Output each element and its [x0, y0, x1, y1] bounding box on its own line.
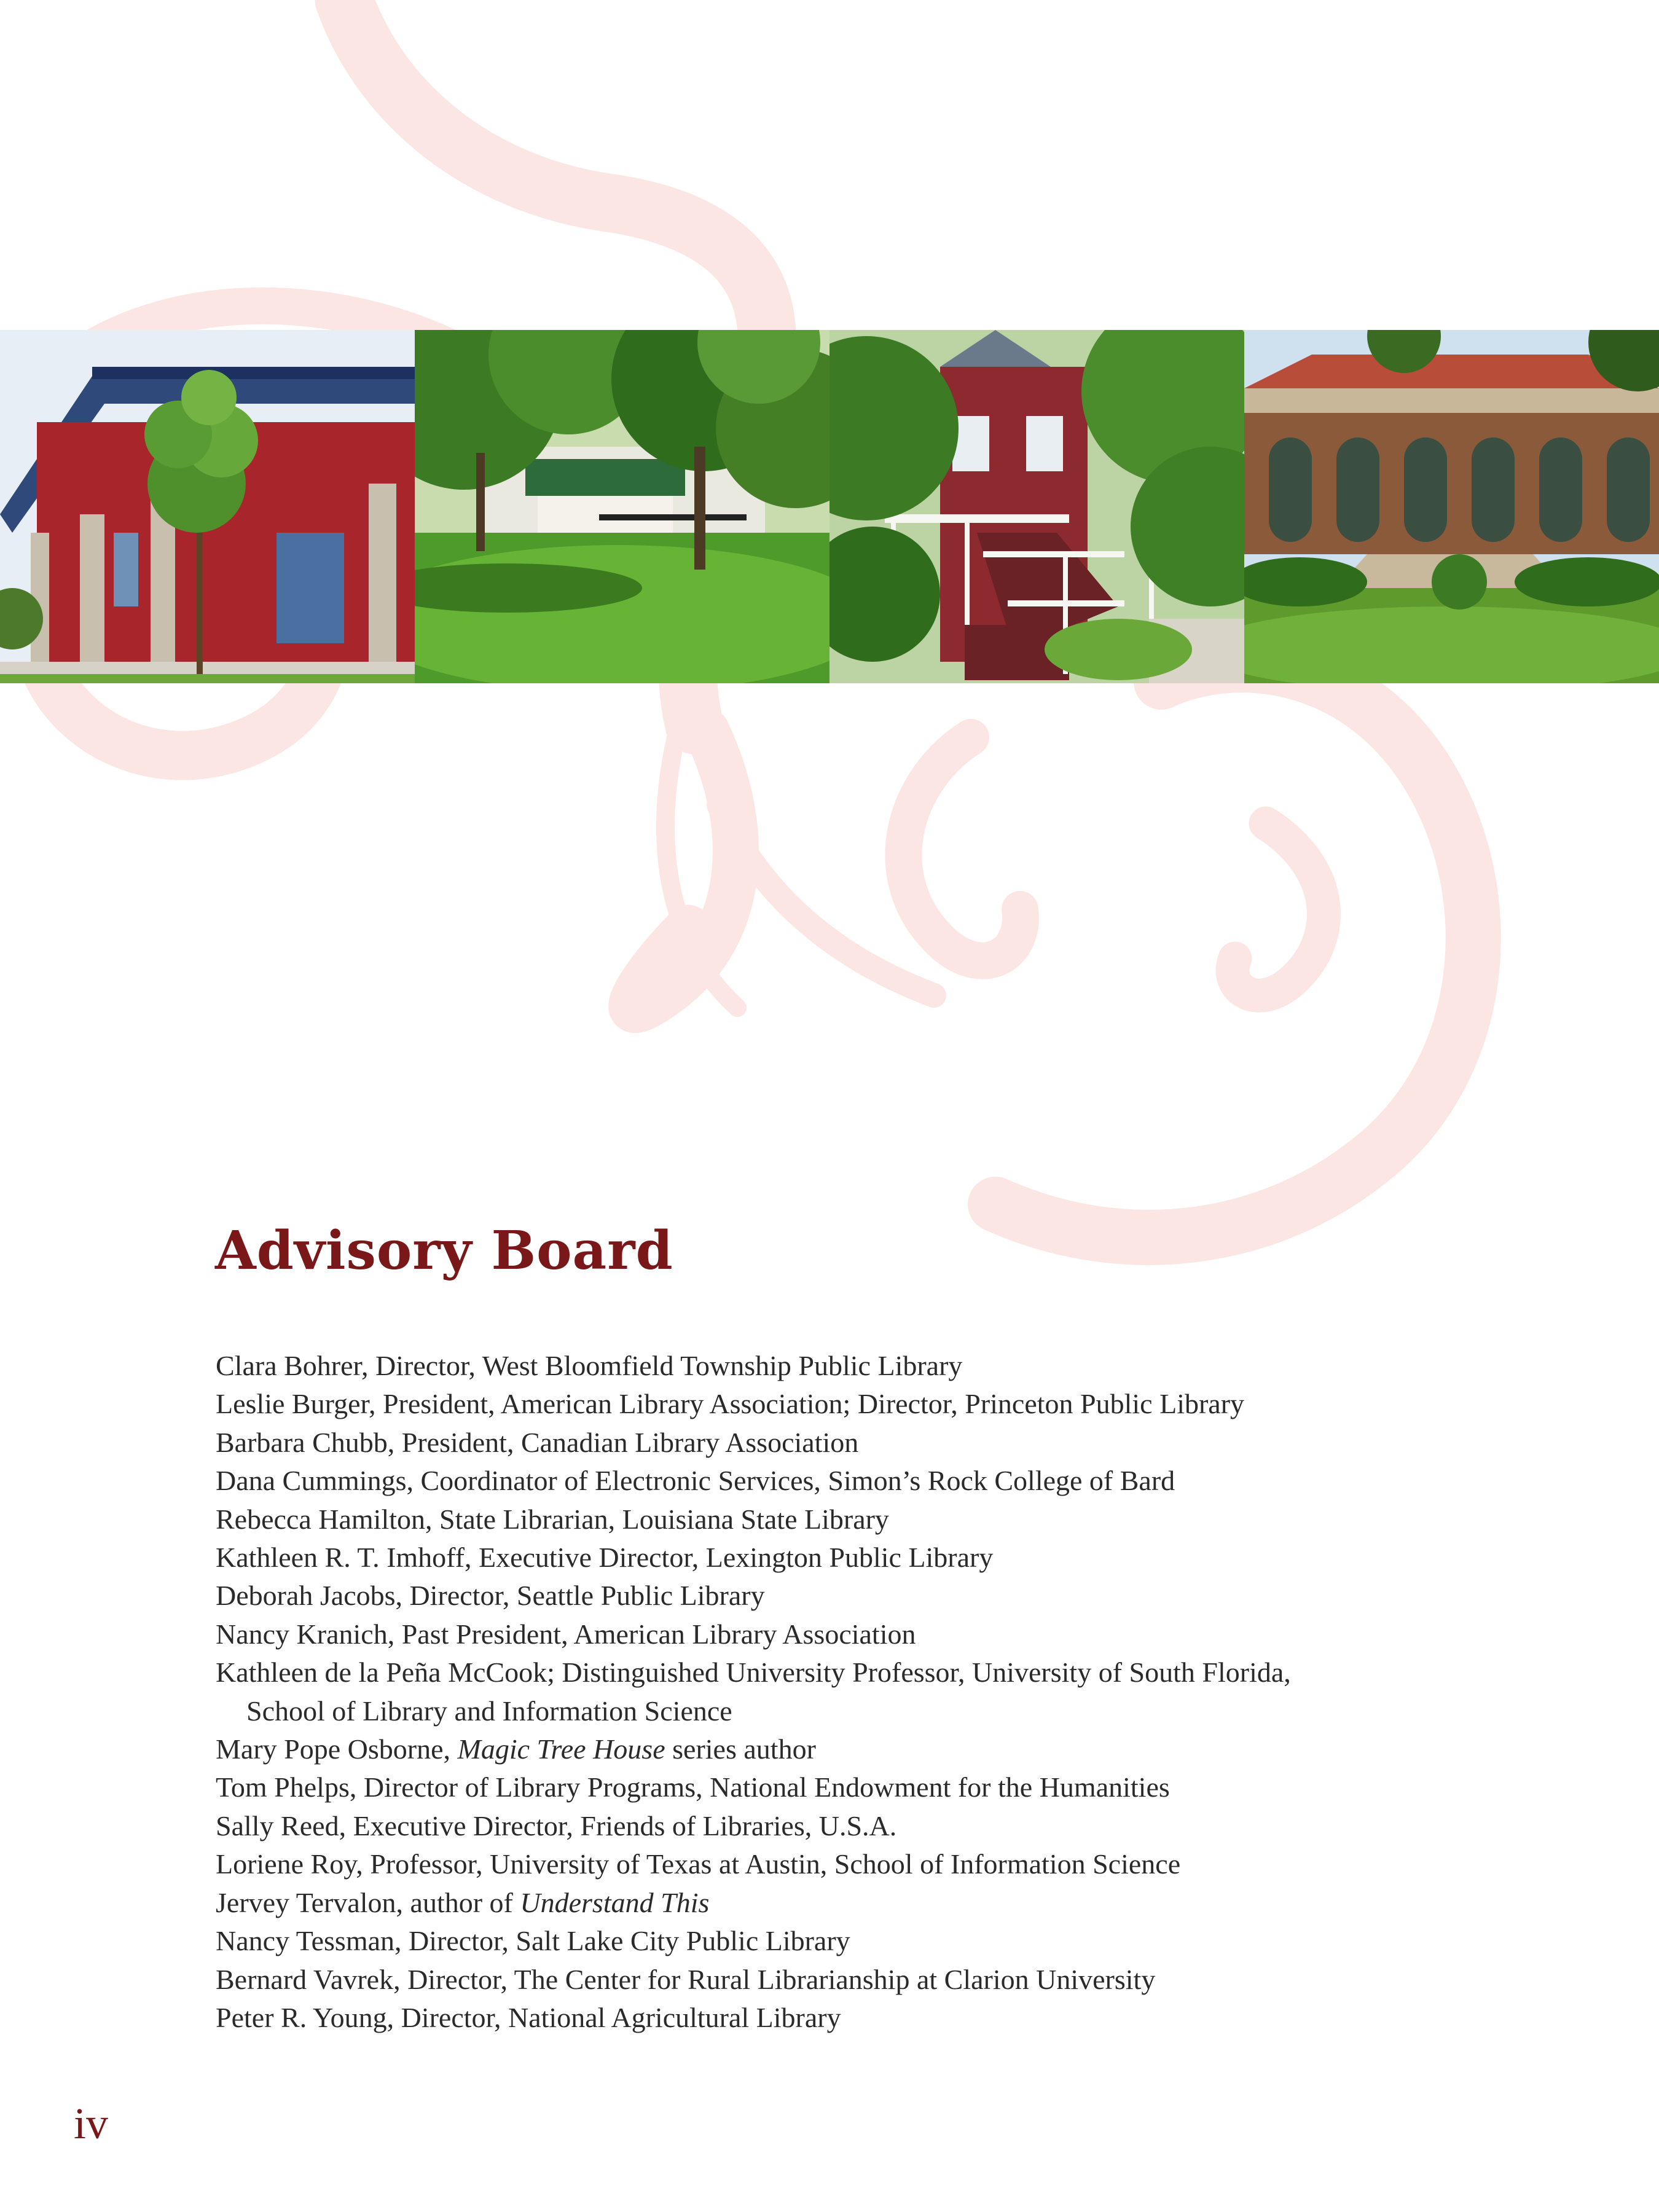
list-item: Barbara Chubb, President, Canadian Library Association — [216, 1426, 859, 1458]
list-item — [216, 1730, 1506, 1768]
list-item: Sally Reed, Executive Director, Friends of Libraries, U.S.A. — [216, 1810, 897, 1841]
list-item: Deborah Jacobs, Director, Seattle Public Library — [216, 1580, 765, 1612]
book-title: Understand This — [520, 1886, 710, 1918]
list-item: Nancy Kranich, Past President, American Library Association — [216, 1618, 916, 1650]
library-building-red-modern-photo — [0, 330, 415, 683]
library-house-green-lawn-photo — [415, 330, 830, 683]
list-item-continuation: School of Library and Information Science — [246, 1695, 732, 1727]
list-item: Peter R. Young, Director, National Agricultural Library — [216, 2001, 841, 2033]
list-item: Kathleen de la Peña McCook; Distinguished University Professor, University of South Florida, — [216, 1657, 1291, 1688]
member-text: Jervey Tervalon, author of — [216, 1886, 520, 1918]
list-item: Nancy Tessman, Director, Salt Lake City Public Library — [216, 1925, 850, 1957]
list-item: Dana Cummings, Coordinator of Electronic Services, Simon’s Rock College of Bard — [216, 1465, 1175, 1497]
list-item: Kathleen R. T. Imhoff, Executive Director, Lexington Public Library — [216, 1542, 994, 1574]
list-item — [216, 1884, 1506, 1922]
member-text: series author — [665, 1733, 816, 1765]
list-item: Clara Bohrer, Director, West Bloomfield Township Public Library — [216, 1350, 963, 1381]
list-item: Tom Phelps, Director of Library Programs, National Endowment for the Humanities — [216, 1771, 1170, 1803]
list-item: Rebecca Hamilton, State Librarian, Louisiana State Library — [216, 1503, 889, 1535]
library-photo-strip — [0, 330, 1659, 683]
advisory-board-list — [216, 1347, 1506, 2037]
list-item: Bernard Vavrek, Director, The Center for Rural Librarianship at Clarion University — [216, 1963, 1156, 1995]
page-title: Advisory Board — [215, 1220, 673, 1282]
member-text: Mary Pope Osborne, — [216, 1733, 458, 1765]
library-arched-brick-building-photo — [1244, 330, 1659, 683]
list-item: Loriene Roy, Professor, University of Texas at Austin, School of Information Science — [216, 1848, 1181, 1880]
page-number: iv — [74, 2099, 109, 2148]
library-victorian-house-porch-photo — [830, 330, 1244, 683]
book-title: Magic Tree House — [457, 1733, 665, 1765]
list-item: Leslie Burger, President, American Library Association; Director, Princeton Public Library — [216, 1388, 1245, 1420]
